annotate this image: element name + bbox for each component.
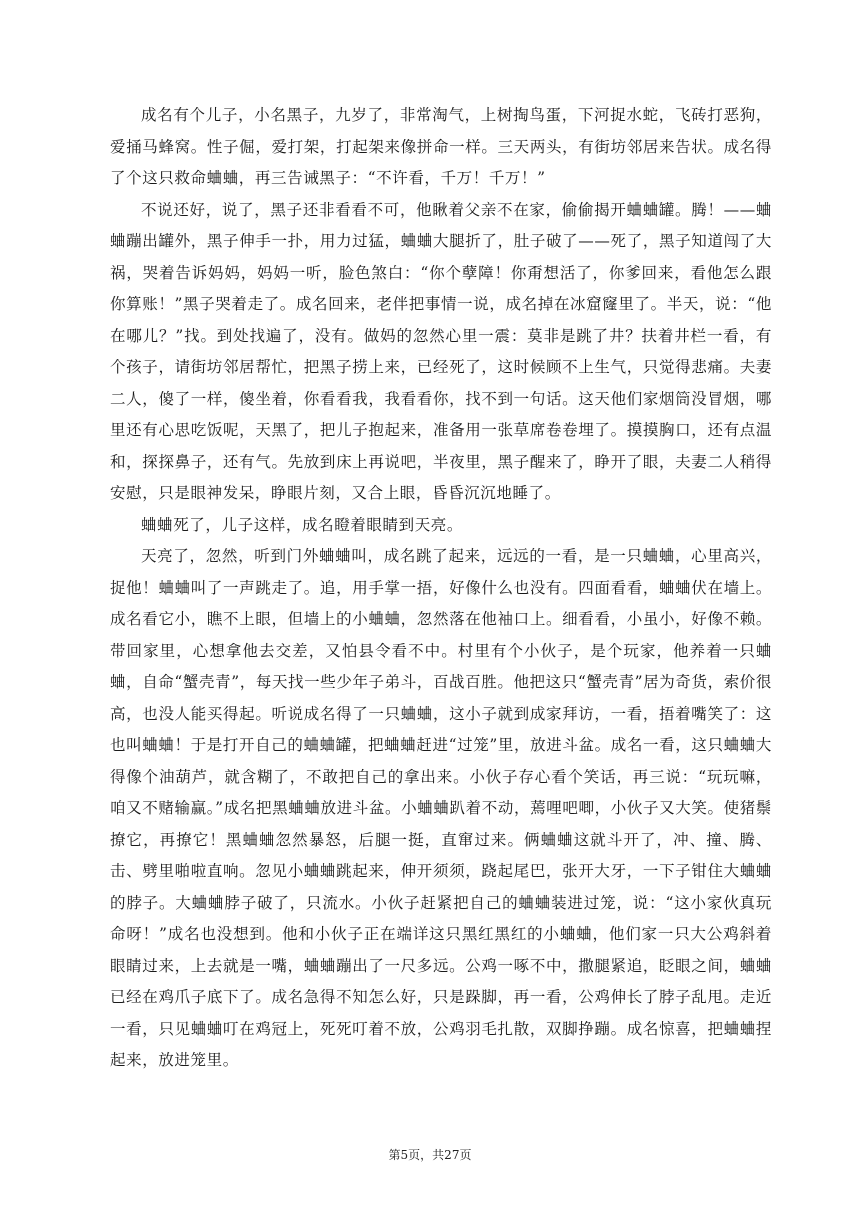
paragraph: 成名有个儿子，小名黑子，九岁了，非常淘气，上树掏鸟蛋，下河捉水蛇，飞砖打恶狗，爱捅马蜂窝。性子倔，爱打架，打起架来像拼命一样。三天两头，有街坊邻居来告状。成名得了个这只救命蛐蛐，再三告诫黑子：“不许看，千万！千万！” <box>110 106 772 187</box>
document-body <box>110 100 772 1077</box>
paragraph: 蛐蛐死了，儿子这样，成名瞪着眼睛到天亮。 <box>141 515 464 534</box>
page-number: 第5页，共27页 <box>388 1148 472 1162</box>
paragraph: 天亮了，忽然，听到门外蛐蛐叫，成名跳了起来，远远的一看，是一只蛐蛐，心里高兴，捉他！蛐蛐叫了一声跳走了。追，用手掌一捂，好像什么也没有。四面看看，蛐蛐伏在墙上。成名看它小，瞧不上眼，但墙上的小蛐蛐，忽然落在他袖口上。细看看，小虽小，好像不赖。带回家里，心想拿他去交差，又怕县令看不中。村里有个小伙子，是个玩家，他养着一只蛐蛐，自命“蟹壳青”，每天找一些少年子弟斗，百战百胜。他把这只“蟹壳青”居为奇货，索价很高，也没人能买得起。听说成名得了一只蛐蛐，这小子就到成家拜访，一看，捂着嘴笑了：这也叫蛐蛐！于是打开自己的蛐蛐罐，把蛐蛐赶进“过笼”里，放进斗盆。成名一看，这只蛐蛐大得像个油葫芦，就含糊了，不敢把自己的拿出来。小伙子存心看个笑话，再三说：“玩玩嘛，咱又不赌输赢。”成名把黑蛐蛐放进斗盆。小蛐蛐趴着不动，蔫哩吧唧，小伙子又大笑。使猪鬃撩它，再撩它！黑蛐蛐忽然暴怒，后腿一挺，直窜过来。俩蛐蛐这就斗开了，冲、撞、腾、击、劈里啪啦直响。忽见小蛐蛐跳起来，伸开须须，跷起尾巴，张开大牙，一下子钳住大蛐蛐的脖子。大蛐蛐脖子破了，只流水。小伙子赶紧把自己的蛐蛐装进过笼，说：“这小家伙真玩命呀！”成名也没想到。他和小伙子正在端详这只黑红黑红的小蛐蛐，他们家一只大公鸡斜着眼睛过来，上去就是一嘴，蛐蛐蹦出了一尺多远。公鸡一啄不中，撒腿紧追，眨眼之间，蛐蛐已经在鸡爪子底下了。成名急得不知怎么好，只是跺脚，再一看，公鸡伸长了脖子乱甩。走近一看，只见蛐蛐叮在鸡冠上，死死叮着不放，公鸡羽毛扎散，双脚挣蹦。成名惊喜，把蛐蛐捏起来，放进笼里。 <box>110 547 772 1069</box>
paragraph: 不说还好，说了，黑子还非看看不可，他瞅着父亲不在家，偷偷揭开蛐蛐罐。腾！——蛐蛐蹦出罐外，黑子伸手一扑，用力过猛，蛐蛐大腿折了，肚子破了——死了，黑子知道闯了大祸，哭着告诉妈妈，妈妈一听，脸色煞白：“你个孽障！你甭想活了，你爹回来，看他怎么跟你算账！”黑子哭着走了。成名回来，老伴把事情一说，成名掉在冰窟窿里了。半天，说：“他在哪儿？”找。到处找遍了，没有。做妈的忽然心里一震：莫非是跳了井？扶着井栏一看，有个孩子，请街坊邻居帮忙，把黑子捞上来，已经死了，这时候顾不上生气，只觉得悲痛。夫妻二人，傻了一样，傻坐着，你看看我，我看看你，找不到一句话。这天他们家烟筒没冒烟，哪里还有心思吃饭呢，天黑了，把儿子抱起来，准备用一张草席卷卷埋了。摸摸胸口，还有点温和，探探鼻子，还有气。先放到床上再说吧，半夜里，黑子醒来了，睁开了眼，夫妻二人稍得安慰，只是眼神发呆，睁眼片刻，又合上眼，昏昏沉沉地睡了。 <box>110 200 772 502</box>
